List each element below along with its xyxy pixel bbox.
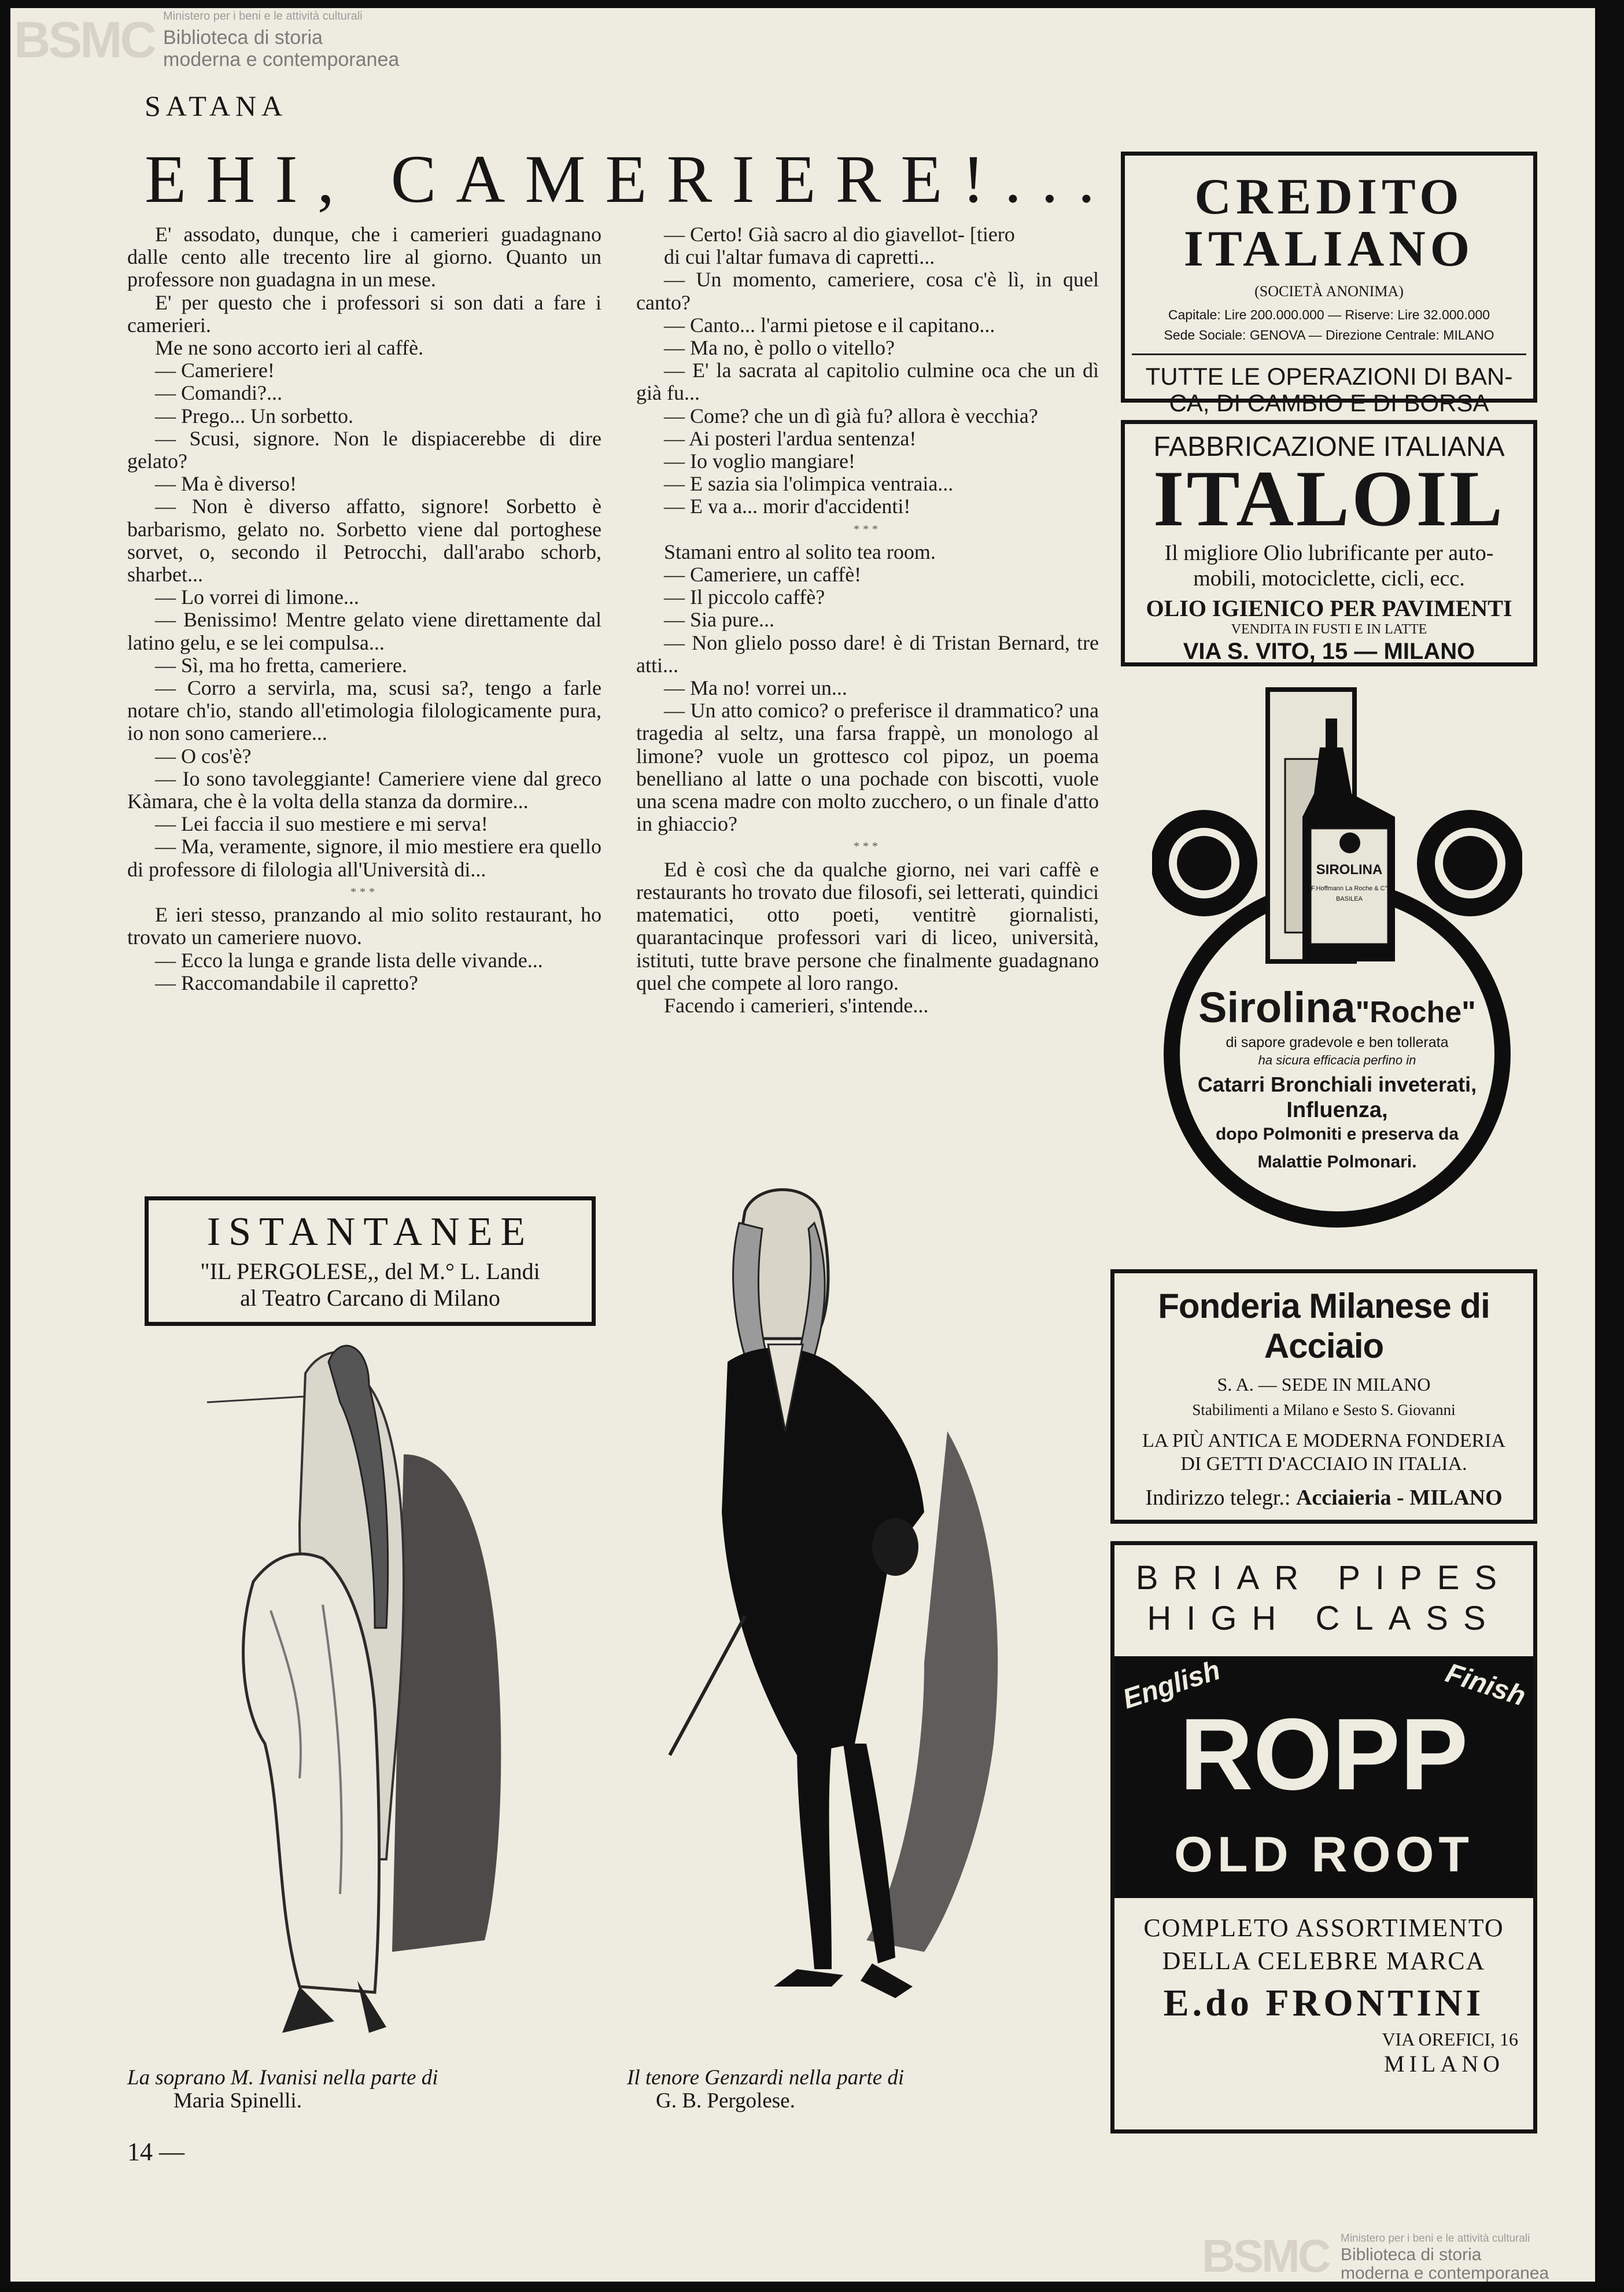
sirolina-brand: Sirolina — [1198, 983, 1356, 1031]
dialogue-line: — Comandi?... — [155, 381, 282, 405]
paragraph: E ieri stesso, pranzando al mio solito restaurant, ho trovato un cameriere nuovo. — [127, 903, 601, 949]
dialogue-line: — Lei faccia il suo mestiere e mi serva! — [155, 812, 488, 836]
ad-sirolina — [1152, 684, 1522, 1239]
bsmc-logo: BSMC — [14, 11, 155, 68]
credito-ops-2: CA, DI CAMBIO E DI BORSA — [1169, 389, 1489, 417]
dialogue-line: — Non è diverso affatto, signore! Sorbetto è barbarismo, gelato no. Sorbetto viene dal portoghese sorvet, o, secondo il Petrocchi, dall'arabo schorb, sharbet... — [127, 495, 601, 587]
ad-credito-italiano — [1121, 152, 1537, 417]
credito-line-2: ITALIANO — [1183, 221, 1475, 277]
dialogue-line: — Un atto comico? o preferisce il drammatico? una tragedia al seltz, una farsa frappè, un monologo al limone? vuole un grottesco col pipoz, un poema benelliano al latte o una pochade con biscotti, vuole una scena madre con molto zucchero, o un finale d'atto in ghiaccio? — [636, 699, 1099, 836]
dialogue-line: — Io sono tavoleggiante! Cameriere viene dal greco Kàmara, che è la volta della stanza da dormire... — [127, 767, 601, 813]
verse-line: di cui l'altar fumava di capretti... — [664, 245, 935, 269]
dialogue-line: — Ai posteri l'ardua sentenza! — [664, 426, 917, 450]
fonderia-sub: S. A. — SEDE IN MILANO — [1217, 1374, 1431, 1395]
sirolina-line-1: di sapore gradevole e ben tollerata — [1226, 1034, 1449, 1051]
sirolina-line-4: Influenza, — [1286, 1098, 1388, 1122]
fonderia-line-2: DI GETTI D'ACCIAIO IN ITALIA. — [1180, 1453, 1467, 1475]
ropp-headline-1: BRIAR PIPES — [1135, 1559, 1512, 1597]
ropp-line-1: COMPLETO ASSORTIMENTO — [1143, 1914, 1504, 1942]
dialogue-line: — Lo vorrei di limone... — [155, 585, 359, 609]
sirolina-bottle-maker: F.Hoffmann La Roche & C° — [1311, 885, 1387, 892]
ropp-banner — [1114, 1656, 1533, 1898]
dialogue-line: — Sì, ma ho fretta, cameriere. — [155, 653, 407, 677]
italoil-desc-2: mobili, motociclette, cicli, ecc. — [1193, 566, 1465, 591]
dialogue-line: — Non glielo posso dare! è di Tristan Bernard, tre atti... — [636, 631, 1099, 677]
credito-ops-1: TUTTE LE OPERAZIONI DI BAN- — [1145, 363, 1513, 390]
dialogue-line: — Ma, veramente, signore, il mio mestiere era quello di professore di filologia all'Università di... — [127, 835, 601, 881]
istantanee-line-2: al Teatro Carcano di Milano — [240, 1285, 500, 1311]
tenor-illustration — [623, 1188, 1086, 2068]
section-separator: *** — [350, 885, 378, 898]
sirolina-line-6: Malattie Polmonari. — [1257, 1152, 1417, 1171]
caption-left-plain: Maria Spinelli. — [174, 2089, 302, 2113]
watermark-library-bottom-1: Biblioteca di storia — [1341, 2245, 1482, 2264]
paragraph: Stamani entro al solito tea room. — [664, 540, 936, 563]
fonderia-title: Fonderia Milanese di Acciaio — [1158, 1287, 1490, 1365]
fonderia-plants: Stabilimenti a Milano e Sesto S. Giovanni — [1192, 1401, 1456, 1418]
sirolina-bottle-city: BASILEA — [1336, 896, 1363, 902]
dialogue-line: — E va a... morir d'accidenti! — [664, 495, 911, 518]
watermark-bottom — [1202, 2230, 1595, 2282]
paragraph: E' assodato, dunque, che i camerieri guadagnano dalle cento alle trecento lire al giorno. Quanto un professore non guadagna in un mese. — [127, 223, 601, 292]
section-separator: *** — [854, 840, 881, 853]
magazine-page — [10, 8, 1595, 2282]
sirolina-bottle-label: SIROLINA — [1316, 862, 1383, 878]
dialogue-line: — Il piccolo caffè? — [664, 585, 825, 609]
italoil-brand: ITALOIL — [1153, 454, 1505, 543]
ropp-headline-2: HIGH CLASS — [1147, 1600, 1501, 1637]
credito-subtitle: (SOCIETÀ ANONIMA) — [1254, 283, 1404, 300]
dialogue-line: — Io voglio mangiare! — [664, 449, 855, 473]
istantanee-box — [145, 1196, 596, 1326]
dialogue-line: — Cameriere, un caffè! — [664, 563, 862, 587]
watermark-top — [10, 10, 450, 71]
caption-right — [627, 2066, 1101, 2113]
sirolina-line-3: Catarri Bronchiali inveterati, — [1197, 1073, 1477, 1096]
fonderia-tel-label: Indirizzo telegr.: — [1145, 1486, 1291, 1510]
istantanee-line-1: "IL PERGOLESE,, del M.° L. Landi — [200, 1258, 540, 1284]
ropp-finish: Finish — [1441, 1657, 1529, 1712]
dialogue-line: — Ma no! vorrei un... — [664, 676, 847, 700]
dialogue-line: — O cos'è? — [155, 744, 252, 768]
dialogue-line: — Canto... l'armi pietose e il capitano... — [664, 313, 995, 337]
paragraph: Facendo i camerieri, s'intende... — [664, 993, 929, 1017]
page-number: 14 — — [127, 2138, 184, 2166]
paragraph: Ed è così che da qualche giorno, nei vari caffè e restaurants ho trovato due filosofi, sei letterati, quindici matematici, otto poeti, ventitrè giornalisti, quarantacinque professori vari di liceo, università, istituti, tutte brave persone che finalmente guadagnano quel che compete al loro rango. — [636, 857, 1099, 994]
ropp-brand: ROPP — [1179, 1698, 1468, 1811]
caption-left-italic: La soprano M. Ivanisi nella parte di — [127, 2066, 438, 2090]
ropp-line-2: DELLA CELEBRE MARCA — [1162, 1947, 1486, 1975]
caption-right-italic: Il tenore Genzardi nella parte di — [627, 2066, 905, 2090]
italoil-line-3: OLIO IGIENICO PER PAVIMENTI — [1146, 595, 1512, 621]
credito-seat: Sede Sociale: GENOVA — Direzione Centrale: MILANO — [1164, 327, 1494, 342]
watermark-library-2: moderna e contemporanea — [163, 49, 400, 71]
dialogue-line: — Scusi, signore. Non le dispiacerebbe di dire gelato? — [127, 426, 601, 473]
dialogue-line: — Ma è diverso! — [155, 472, 297, 496]
sirolina-line-2: ha sicura efficacia perfino in — [1258, 1053, 1416, 1067]
article-author: SATANA — [145, 90, 288, 122]
ropp-firm: E.do FRONTINI — [1163, 1982, 1485, 2024]
italoil-desc-1: Il migliore Olio lubrificante per auto- — [1164, 541, 1494, 565]
dialogue-line: — E sazia sia l'olimpica ventraia... — [664, 472, 954, 496]
bsmc-logo-bottom: BSMC — [1202, 2230, 1329, 2282]
dialogue-line: — Cameriere! — [155, 359, 275, 382]
watermark-ministry-bottom: Ministero per i beni e le attività culturali — [1341, 2232, 1530, 2245]
ad-ropp-pipes — [1110, 1541, 1537, 2133]
italoil-address: VIA S. VITO, 15 — MILANO — [1183, 639, 1475, 664]
soprano-illustration — [184, 1339, 554, 2056]
caption-left — [127, 2066, 601, 2113]
article-column-2 — [636, 223, 1099, 1017]
ropp-english: English — [1119, 1654, 1224, 1715]
sirolina-line-5: dopo Polmoniti e preserva da — [1215, 1125, 1459, 1144]
italoil-top: FABBRICAZIONE ITALIANA — [1153, 432, 1505, 462]
credito-line-1: CREDITO — [1194, 169, 1464, 225]
dialogue-line: — Ecco la lunga e grande lista delle vivande... — [155, 948, 543, 972]
italoil-line-4: VENDITA IN FUSTI E IN LATTE — [1231, 622, 1427, 637]
caption-right-plain: G. B. Pergolese. — [656, 2089, 795, 2113]
fonderia-tel-value: Acciaieria - MILANO — [1295, 1486, 1503, 1510]
watermark-library-1: Biblioteca di storia — [163, 27, 323, 49]
paragraph: Me ne sono accorto ieri al caffè. — [155, 336, 424, 360]
article-title: EHI, CAMERIERE!... — [145, 141, 1115, 217]
sirolina-maker: "Roche" — [1355, 996, 1476, 1029]
watermark-library-bottom-2: moderna e contemporanea — [1341, 2264, 1549, 2282]
dialogue-line: — Raccomandabile il capretto? — [155, 971, 418, 994]
istantanee-heading: ISTANTANEE — [206, 1210, 534, 1254]
fonderia-line-1: LA PIÙ ANTICA E MODERNA FONDERIA — [1142, 1430, 1506, 1451]
dialogue-line: — Ma no, è pollo o vitello? — [664, 336, 895, 360]
dialogue-line: — Benissimo! Mentre gelato viene direttamente dal latino gelu, e se lei compulsa... — [127, 608, 601, 654]
section-separator: *** — [854, 522, 881, 536]
dialogue-line: — Corro a servirla, ma, scusi sa?, tengo a farle notare ch'io, stando all'etimologia filologicamente pura, io non sono cameriere... — [127, 676, 601, 745]
ropp-city: MILANO — [1384, 2051, 1504, 2077]
ropp-street: VIA OREFICI, 16 — [1382, 2029, 1518, 2050]
paragraph: E' per questo che i professori si son dati a fare i camerieri. — [127, 290, 601, 337]
dialogue-line: — Sia pure... — [664, 608, 774, 632]
fonderia-telegraph — [1114, 1485, 1533, 1510]
ad-italoil — [1121, 420, 1537, 666]
dialogue-line: — Come? che un dì già fu? allora è vecchia? — [664, 404, 1038, 428]
dialogue-line: — E' la sacrata al capitolio culmine oca che un dì già fu... — [636, 359, 1099, 405]
ad-fonderia — [1110, 1269, 1537, 1524]
ropp-old-root: OLD ROOT — [1174, 1827, 1474, 1882]
article-column-1 — [127, 223, 601, 994]
dialogue-line: — Prego... Un sorbetto. — [155, 404, 353, 428]
dialogue-line: — Un momento, cameriere, cosa c'è lì, in quel canto? — [636, 268, 1099, 314]
credito-capital: Capitale: Lire 200.000.000 — Riserve: Lire 32.000.000 — [1168, 307, 1490, 322]
verse-line: — Certo! Già sacro al dio giavellot- [tiero — [664, 223, 1015, 246]
watermark-ministry: Ministero per i beni e le attività culturali — [163, 10, 363, 23]
